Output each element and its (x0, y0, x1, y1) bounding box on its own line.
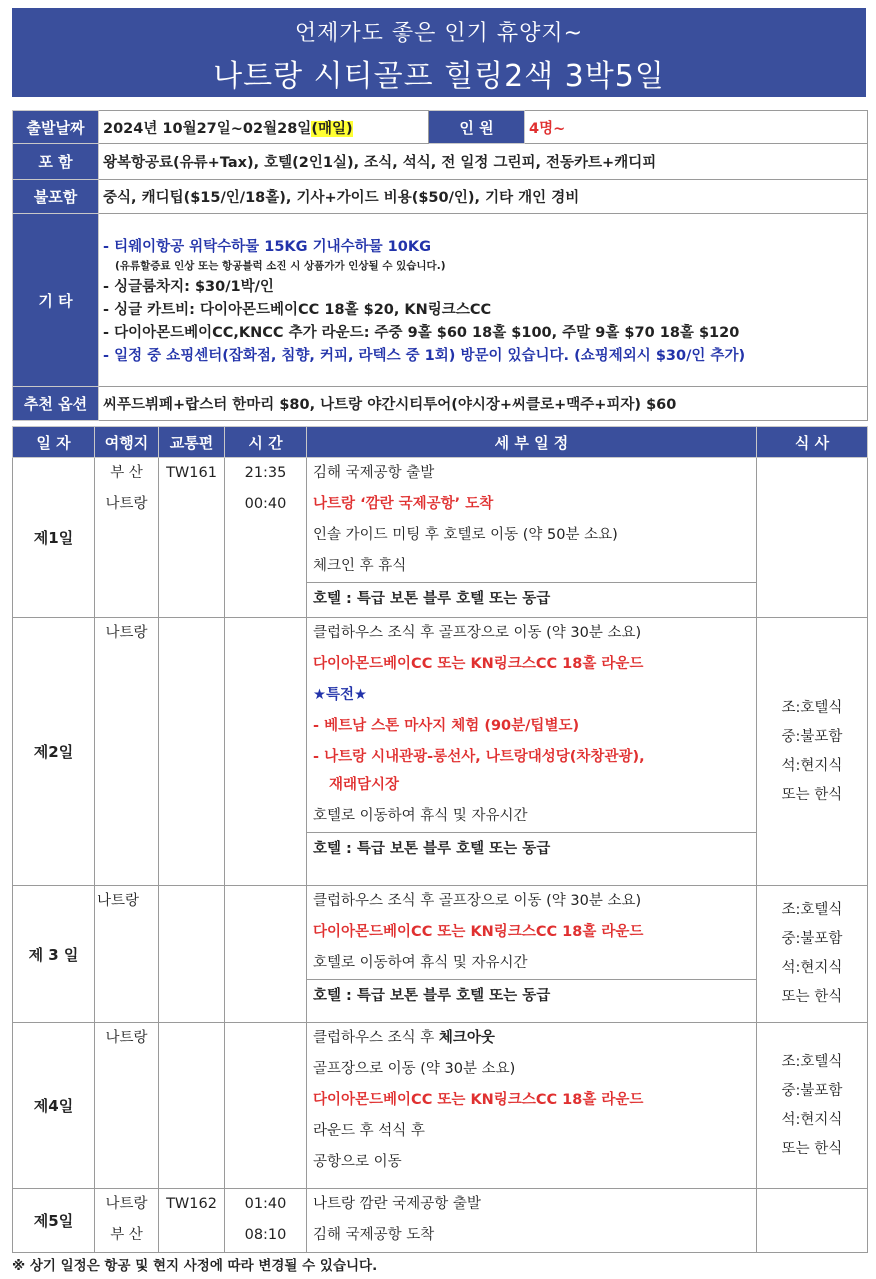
col-place: 여행지 (95, 427, 159, 458)
day-details: 김해 국제공항 출발 나트랑 ‘깜란 국제공항’ 도착 인솔 가이드 미팅 후 호텔로 이동 (약 50분 소요) 체크인 후 휴식 호텔 : 특급 보톤 블루 호텔 또는 동급 (307, 458, 757, 618)
daily-badge: (매일) (311, 120, 353, 137)
include-label: 포 함 (13, 144, 99, 180)
day-details: 나트랑 깜란 국제공항 출발 김해 국제공항 도착 (307, 1189, 757, 1253)
etc-single-cart: - 싱글 카트비: 다이아몬드베이CC 18홀 $20, KN링크스CC (103, 302, 492, 318)
day-label: 제5일 (13, 1189, 95, 1253)
itinerary-table (12, 426, 868, 1253)
day-label: 제4일 (13, 1023, 95, 1189)
hotel-info: 호텔 : 특급 보톤 블루 호텔 또는 동급 (307, 979, 756, 1012)
exclude-label: 불포함 (13, 180, 99, 214)
col-day: 일 자 (13, 427, 95, 458)
hotel-info: 호텔 : 특급 보톤 블루 호텔 또는 동급 (307, 582, 756, 615)
day-row (13, 618, 868, 886)
depart-label: 출발날짜 (13, 111, 99, 144)
day-row (13, 458, 868, 618)
col-meal: 식 사 (757, 427, 868, 458)
day-meals (757, 1189, 868, 1253)
include-value: 왕복항공료(유류+Tax), 호텔(2인1실), 조식, 석식, 전 일정 그린피, 전동카트+캐디피 (99, 144, 868, 180)
banner-subtitle: 언제가도 좋은 인기 휴양지~ (294, 21, 584, 46)
day-label: 제1일 (13, 458, 95, 618)
day-places: 나트랑 (95, 886, 159, 1023)
day-places: 나트랑 (95, 1023, 159, 1189)
exclude-value: 중식, 캐디팁($15/인/18홀), 기사+가이드 비용($50/인), 기타 개인 경비 (99, 180, 868, 214)
etc-label: 기 타 (13, 214, 99, 387)
day-meals: 조:호텔식 중:불포함 석:현지식 또는 한식 (757, 618, 868, 886)
option-label: 추천 옵션 (13, 387, 99, 421)
etc-shopping: - 일정 중 쇼핑센터(잡화점, 침향, 커피, 라텍스 중 1회) 방문이 있습니다. (쇼핑제외시 $30/인 추가) (103, 348, 746, 364)
people-value: 4명~ (525, 111, 868, 144)
day-times: 21:35 00:40 (225, 458, 307, 618)
day-details: 클럽하우스 조식 후 골프장으로 이동 (약 30분 소요) 다이아몬드베이CC 또는 KN링크스CC 18홀 라운드 호텔로 이동하여 휴식 및 자유시간 호텔 : 특급 보톤 블루 호텔 또는 동급 (307, 886, 757, 1023)
people-label: 인 원 (429, 111, 525, 144)
etc-single-room: - 싱글룸차지: $30/1박/인 (103, 279, 274, 295)
col-detail: 세 부 일 정 (307, 427, 757, 458)
depart-value: 2024년 10월27일~02월28일(매일) (99, 111, 429, 144)
col-time: 시 간 (225, 427, 307, 458)
option-value: 씨푸드뷔페+랍스터 한마리 $80, 나트랑 야간시티투어(야시장+씨클로+맥주+피자) $60 (99, 387, 868, 421)
day-meals: 조:호텔식 중:불포함 석:현지식 또는 한식 (757, 886, 868, 1023)
hotel-info: 호텔 : 특급 보톤 블루 호텔 또는 동급 (307, 832, 756, 865)
day-places: 나트랑 (95, 618, 159, 886)
footer-note: ※ 상기 일정은 항공 및 현지 사정에 따라 변경될 수 있습니다. (12, 1258, 378, 1274)
col-transport: 교통편 (159, 427, 225, 458)
etc-fuel-note: (유류할증료 인상 또는 항공블럭 소진 시 상품가가 인상될 수 있습니다.) (115, 260, 446, 272)
day-times: 01:40 08:10 (225, 1189, 307, 1253)
day-transport: TW161 (159, 458, 225, 618)
etc-extra-round: - 다이아몬드베이CC,KNCC 추가 라운드: 주중 9홀 $60 18홀 $100, 주말 9홀 $70 18홀 $120 (103, 325, 740, 341)
day-label: 제 3 일 (13, 886, 95, 1023)
info-table (12, 110, 868, 421)
day-row (13, 1023, 868, 1189)
etc-notes (99, 214, 868, 387)
day-places: 부 산 나트랑 (95, 458, 159, 618)
day-row (13, 886, 868, 1023)
day-meals: 조:호텔식 중:불포함 석:현지식 또는 한식 (757, 1023, 868, 1189)
day-places: 나트랑 부 산 (95, 1189, 159, 1253)
day-transport: TW162 (159, 1189, 225, 1253)
title-banner (12, 8, 866, 97)
banner-title: 나트랑 시티골프 힐링2색 3박5일 (213, 59, 665, 94)
day-meals (757, 458, 868, 618)
day-details: 클럽하우스 조식 후 골프장으로 이동 (약 30분 소요) 다이아몬드베이CC 또는 KN링크스CC 18홀 라운드 ★특전★ - 베트남 스톤 마사지 체험 (90분/팁별도) - 나트랑 시내관광-롱선사, 나트랑대성당(차창관광), 재래담시장 호텔로 이동하여 휴식 및 자유시간 호텔 : 특급 보톤 블루 호텔 또는 동급 (307, 618, 757, 886)
day-label: 제2일 (13, 618, 95, 886)
day-row (13, 1189, 868, 1253)
day-details: 클럽하우스 조식 후 체크아웃 골프장으로 이동 (약 30분 소요) 다이아몬드베이CC 또는 KN링크스CC 18홀 라운드 라운드 후 석식 후 공항으로 이동 (307, 1023, 757, 1189)
etc-baggage: - 티웨이항공 위탁수하물 15KG 기내수하물 10KG (103, 239, 431, 255)
